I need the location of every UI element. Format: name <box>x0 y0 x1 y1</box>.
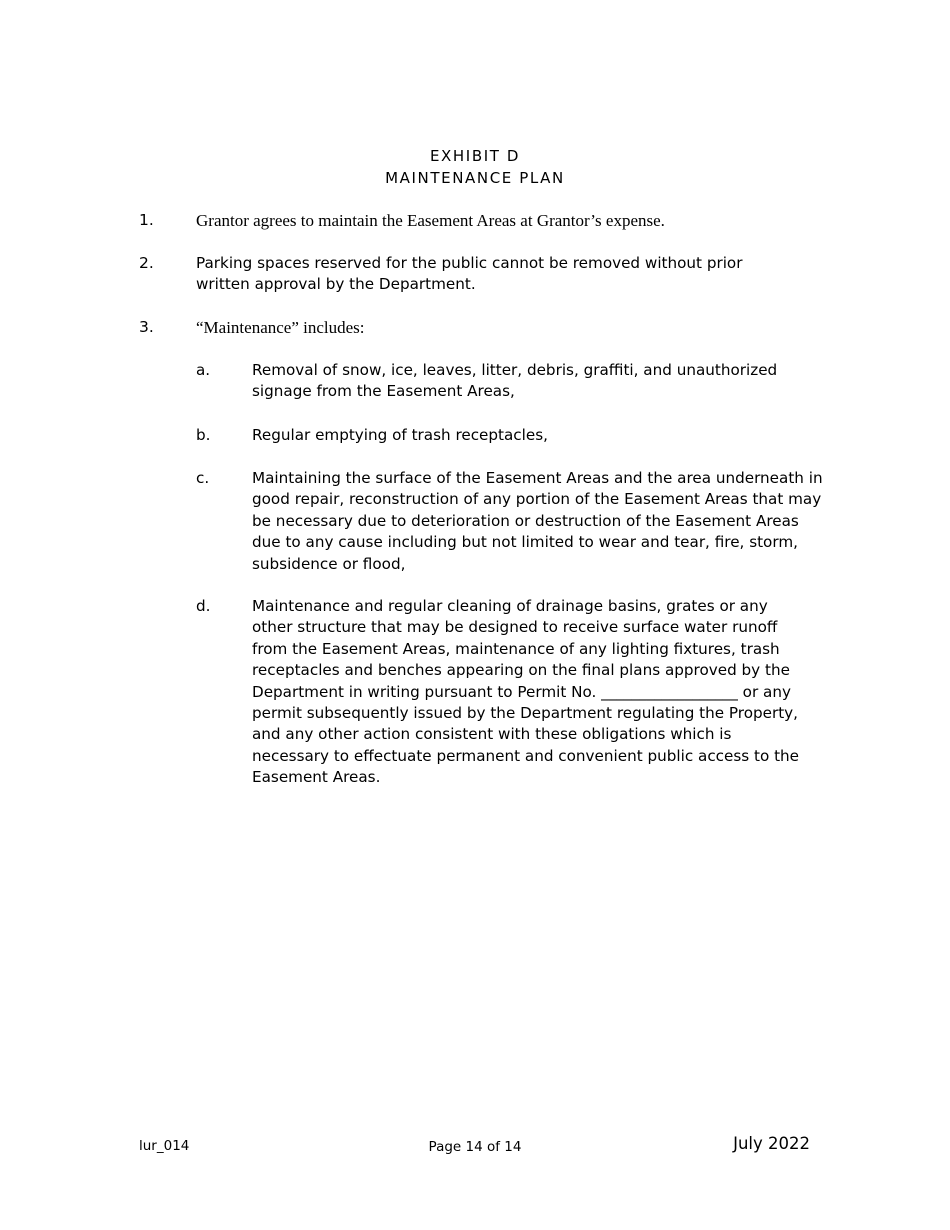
item-text: “Maintenance” includes: <box>196 318 365 337</box>
exhibit-title: EXHIBIT D <box>429 147 521 165</box>
item-number: 1. <box>139 211 154 229</box>
subitem-text: Maintenance and regular cleaning of drainage basins, grates or any other structure that may be designed to receive surface water runoff from the Easement Areas, maintenance of any lighting fixtures, trash receptacles and benches appearing on the final plans approved by the Department in writing pursuant to Permit No. __________________ or any permit subsequently issued by the Department regulating the Property, and any other action consistent with these obligations which is necessary to effectuate permanent and convenient public access to the Easement Areas. <box>252 597 800 787</box>
subitem-text: Removal of snow, ice, leaves, litter, debris, graffiti, and unauthorized signage from the Easement Areas, <box>252 361 778 401</box>
footer-date: July 2022 <box>733 1134 810 1153</box>
subitem-letter: b. <box>196 426 211 444</box>
item-number: 2. <box>139 254 154 272</box>
subitem-letter: a. <box>196 361 211 379</box>
subitem-letter: c. <box>196 469 210 487</box>
exhibit-subtitle: MAINTENANCE PLAN <box>385 169 565 187</box>
item-text: Parking spaces reserved for the public cannot be removed without prior written approval by the Department. <box>196 254 743 294</box>
subitem-text: Regular emptying of trash receptacles, <box>252 426 548 444</box>
item-text: Grantor agrees to maintain the Easement Areas at Grantor’s expense. <box>196 211 665 230</box>
subitem-text: Maintaining the surface of the Easement Areas and the area underneath in good repair, reconstruction of any portion of the Easement Areas that may be necessary due to deterioration or destruction of the Easement Areas due to any cause including but not limited to wear and tear, fire, storm, subsidence or flood, <box>252 469 823 573</box>
item-number: 3. <box>139 318 154 336</box>
subitem-letter: d. <box>196 597 211 615</box>
page-number: Page 14 of 14 <box>428 1139 522 1155</box>
form-code: lur_014 <box>139 1138 190 1154</box>
